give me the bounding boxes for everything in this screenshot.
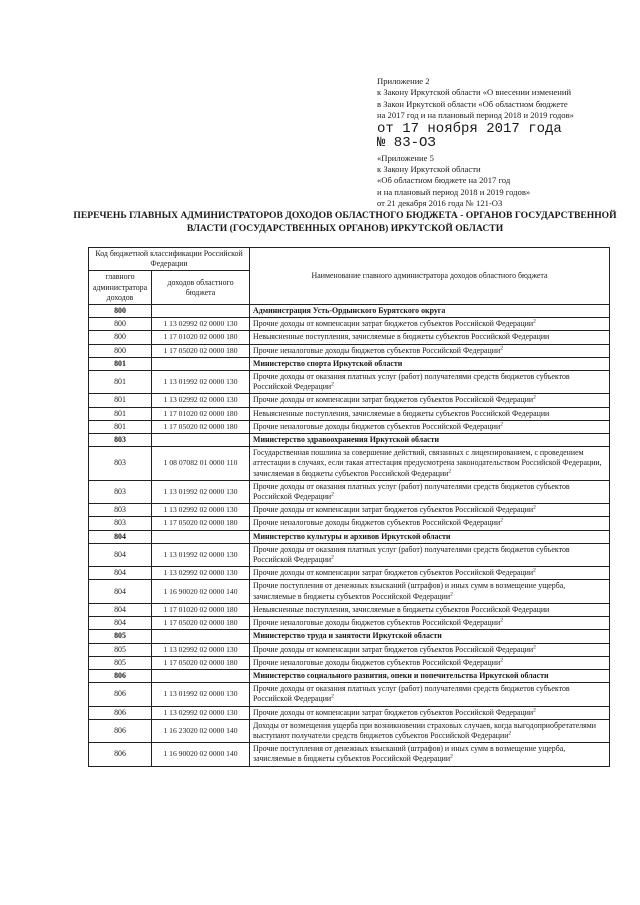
admin-column-header: главного администратора доходов xyxy=(89,271,152,305)
admin-code-cell: 806 xyxy=(89,743,152,766)
revenue-name-cell xyxy=(250,420,610,433)
table-row xyxy=(89,567,610,580)
administrator-heading-row xyxy=(89,305,610,318)
admin-code-cell: 804 xyxy=(89,603,152,616)
admin-code-cell: 806 xyxy=(89,669,152,682)
revenue-name-cell xyxy=(250,567,610,580)
revenue-name-text: Министерство спорта Иркутской области xyxy=(253,358,403,368)
table-row xyxy=(89,407,610,420)
table-row xyxy=(89,706,610,719)
table-row xyxy=(89,331,610,344)
revenue-code-cell: 1 17 05020 02 0000 180 xyxy=(152,344,250,357)
revenue-code-cell xyxy=(152,530,250,543)
admin-code-cell: 805 xyxy=(89,656,152,669)
revenue-name-text: Прочие доходы от оказания платных услуг (работ) получателями средств бюджетов субъектов Российской Федерации xyxy=(253,481,570,502)
revenue-code-cell xyxy=(152,434,250,447)
revenue-code-cell: 1 13 01992 02 0000 130 xyxy=(152,543,250,566)
footnote-mark: 2 xyxy=(500,617,503,624)
header-line: к Закону Иркутской области xyxy=(377,164,481,175)
revenue-name-cell xyxy=(250,669,610,682)
revenue-name-cell xyxy=(250,394,610,407)
revenue-code-cell: 1 13 02992 02 0000 130 xyxy=(152,567,250,580)
revenue-name-text: Прочие доходы от компенсации затрат бюджетов субъектов Российской Федерации xyxy=(253,707,534,717)
revenue-code-cell: 1 13 01992 02 0000 130 xyxy=(152,683,250,706)
revenue-name-text: Министерство культуры и архивов Иркутской области xyxy=(253,531,451,541)
administrator-heading-row xyxy=(89,530,610,543)
table-row xyxy=(89,447,610,481)
table-row xyxy=(89,371,610,394)
revenue-name-text: Прочие доходы от оказания платных услуг (работ) получателями средств бюджетов субъектов Российской Федерации xyxy=(253,544,570,565)
revenue-name-text: Невыясненные поступления, зачисляемые в бюджеты субъектов Российской Федерации xyxy=(253,332,550,342)
table-row xyxy=(89,517,610,530)
table-row xyxy=(89,318,610,331)
revenue-name-cell xyxy=(250,357,610,370)
revenue-code-cell: 1 13 01992 02 0000 130 xyxy=(152,480,250,503)
revenue-code-cell: 1 17 05020 02 0000 180 xyxy=(152,517,250,530)
revenue-code-cell: 1 13 02992 02 0000 130 xyxy=(152,643,250,656)
revenue-name-text: Прочие доходы от компенсации затрат бюджетов субъектов Российской Федерации xyxy=(253,505,534,515)
footnote-mark: 2 xyxy=(450,753,453,760)
admin-code-cell: 803 xyxy=(89,480,152,503)
administrator-heading-row xyxy=(89,434,610,447)
name-column-header: Наименование главного администратора доходов областного бюджета xyxy=(250,248,610,305)
revenue-name-cell xyxy=(250,407,610,420)
footnote-mark: 2 xyxy=(508,730,512,737)
revenue-name-cell xyxy=(250,318,610,331)
law-number: № 83-ОЗ xyxy=(377,134,436,151)
footnote-mark: 2 xyxy=(533,643,536,650)
revenue-name-cell xyxy=(250,683,610,706)
revenue-code-cell: 1 16 90020 02 0000 140 xyxy=(152,580,250,603)
revenue-name-cell xyxy=(250,630,610,643)
revenue-name-text: Министерство труда и занятости Иркутской области xyxy=(253,631,442,641)
revenue-code-cell: 1 13 02992 02 0000 130 xyxy=(152,706,250,719)
admin-code-cell: 801 xyxy=(89,357,152,370)
admin-code-cell: 800 xyxy=(89,344,152,357)
table-row xyxy=(89,394,610,407)
revenue-name-text: Прочие поступления от денежных взысканий (штрафов) и иных сумм в возмещение ущерба, зачисляемые в бюджеты субъектов Российской Федерации xyxy=(253,744,566,764)
table-row xyxy=(89,580,610,603)
administrator-heading-row xyxy=(89,357,610,370)
admin-code-cell: 803 xyxy=(89,504,152,517)
admin-code-cell: 804 xyxy=(89,543,152,566)
revenue-name-text: Прочие доходы от компенсации затрат бюджетов субъектов Российской Федерации xyxy=(253,568,534,578)
header-line: от 21 декабря 2016 года № 121-ОЗ xyxy=(377,198,503,209)
table-row xyxy=(89,504,610,517)
revenue-name-cell xyxy=(250,643,610,656)
revenue-code-cell xyxy=(152,669,250,682)
revenue-code-cell: 1 17 05020 02 0000 180 xyxy=(152,656,250,669)
header-line: «Приложение 5 xyxy=(377,152,434,163)
table-body xyxy=(89,305,610,767)
revenue-name-cell xyxy=(250,617,610,630)
revenue-name-text: Прочие поступления от денежных взысканий (штрафов) и иных сумм в возмещение ущерба, зачисляемые в бюджеты субъектов Российской Федерации xyxy=(253,581,566,601)
admin-code-cell: 806 xyxy=(89,683,152,706)
table-row xyxy=(89,617,610,630)
revenue-name-text: Невыясненные поступления, зачисляемые в бюджеты субъектов Российской Федерации xyxy=(253,408,550,418)
administrators-table xyxy=(88,247,610,767)
revenue-name-cell xyxy=(250,331,610,344)
footnote-mark: 2 xyxy=(500,517,503,524)
footnote-mark: 2 xyxy=(533,504,536,511)
revenue-name-cell xyxy=(250,603,610,616)
table-row xyxy=(89,344,610,357)
administrator-heading-row xyxy=(89,669,610,682)
admin-code-cell: 801 xyxy=(89,420,152,433)
revenue-name-cell xyxy=(250,656,610,669)
revenue-name-cell xyxy=(250,480,610,503)
revenue-name-cell xyxy=(250,504,610,517)
admin-code-cell: 803 xyxy=(89,517,152,530)
footnote-mark: 2 xyxy=(533,318,536,325)
revenue-name-cell xyxy=(250,447,610,481)
table-row xyxy=(89,480,610,503)
law-date: от 17 ноября 2017 года xyxy=(377,120,562,137)
revenue-code-cell xyxy=(152,357,250,370)
revenue-name-text: Прочие неналоговые доходы бюджетов субъектов Российской Федерации xyxy=(253,345,501,355)
revenue-name-cell xyxy=(250,580,610,603)
admin-code-cell: 801 xyxy=(89,407,152,420)
revenue-name-cell xyxy=(250,305,610,318)
revenue-code-cell: 1 16 23020 02 0000 140 xyxy=(152,719,250,742)
revenue-name-text: Министерство здравоохранения Иркутской области xyxy=(253,435,440,445)
revenue-name-text: Прочие неналоговые доходы бюджетов субъектов Российской Федерации xyxy=(253,618,501,628)
appendix-header xyxy=(377,76,627,210)
footnote-mark: 2 xyxy=(500,421,503,428)
revenue-code-cell: 1 17 01020 02 0000 180 xyxy=(152,407,250,420)
table-row xyxy=(89,656,610,669)
revenue-name-text: Прочие доходы от оказания платных услуг (работ) получателями средств бюджетов субъектов Российской Федерации xyxy=(253,372,570,392)
revenue-code-cell: 1 16 90020 02 0000 140 xyxy=(152,743,250,766)
revenue-code-cell: 1 17 01020 02 0000 180 xyxy=(152,603,250,616)
admin-code-cell: 806 xyxy=(89,719,152,742)
footnote-mark: 2 xyxy=(331,693,334,700)
header-line: к Закону Иркутской области «О внесении изменений xyxy=(377,87,572,98)
footnote-mark: 2 xyxy=(331,491,334,498)
admin-code-cell: 804 xyxy=(89,530,152,543)
revenue-name-text: Прочие неналоговые доходы бюджетов субъектов Российской Федерации xyxy=(253,518,501,528)
revenue-code-cell xyxy=(152,630,250,643)
table-row xyxy=(89,543,610,566)
revenue-name-cell xyxy=(250,371,610,394)
revenue-code-cell: 1 13 01992 02 0000 130 xyxy=(152,371,250,394)
admin-code-cell: 803 xyxy=(89,447,152,481)
revenue-name-text: Невыясненные поступления, зачисляемые в бюджеты субъектов Российской Федерации xyxy=(253,604,550,614)
footnote-mark: 2 xyxy=(331,381,334,388)
admin-code-cell: 804 xyxy=(89,567,152,580)
footnote-mark: 2 xyxy=(533,567,536,574)
footnote-mark: 2 xyxy=(533,394,536,401)
footnote-mark: 2 xyxy=(533,706,536,713)
table-row xyxy=(89,603,610,616)
revenue-name-cell xyxy=(250,743,610,766)
footnote-mark: 2 xyxy=(500,657,503,664)
admin-code-cell: 800 xyxy=(89,331,152,344)
revenue-code-cell: 1 17 05020 02 0000 180 xyxy=(152,420,250,433)
document-title: ПЕРЕЧЕНЬ ГЛАВНЫХ АДМИНИСТРАТОРОВ ДОХОДОВ ОБЛАСТНОГО БЮДЖЕТА - ОРГАНОВ ГОСУДАРСТВЕННОЙ ВЛАСТИ (ГОСУДАРСТВЕННЫХ ОРГАНОВ) ИРКУТСКОЙ ОБЛАСТИ xyxy=(73,210,617,234)
revenue-name-text: Прочие доходы от оказания платных услуг (работ) получателями средств бюджетов субъектов Российской Федерации xyxy=(253,684,570,704)
revenue-name-cell xyxy=(250,517,610,530)
revenue-name-text: Прочие доходы от компенсации затрат бюджетов субъектов Российской Федерации xyxy=(253,319,534,329)
header-line: на 2017 год и на плановый период 2018 и 2019 годов» xyxy=(377,110,574,121)
admin-code-cell: 801 xyxy=(89,371,152,394)
footnote-mark: 2 xyxy=(500,345,503,351)
table-row xyxy=(89,743,610,766)
revenue-code-cell: 1 17 01020 02 0000 180 xyxy=(152,331,250,344)
revenue-name-text: Государственная пошлина за совершение действий, связанных с лицензированием, с проведением аттестации в случаях, если такая аттестация предусмотрена законодательством Российской Федерации, зачисляемая в бюджеты субъектов Российской Федерации xyxy=(253,448,602,478)
code-column-header: доходов областного бюджета xyxy=(152,271,250,305)
admin-code-cell: 805 xyxy=(89,630,152,643)
revenue-name-cell xyxy=(250,719,610,742)
revenue-code-cell xyxy=(152,305,250,318)
revenue-name-cell xyxy=(250,344,610,357)
admin-code-cell: 804 xyxy=(89,580,152,603)
revenue-name-text: Прочие неналоговые доходы бюджетов субъектов Российской Федерации xyxy=(253,421,501,431)
revenue-name-text: Прочие доходы от компенсации затрат бюджетов субъектов Российской Федерации xyxy=(253,644,534,654)
revenue-name-text: Прочие доходы от компенсации затрат бюджетов субъектов Российской Федерации xyxy=(253,395,534,405)
revenue-name-text: Доходы от возмещения ущерба при возникновении страховых случаев, когда выгодоприобретателями выступают получатели средств бюджетов субъектов Российской Федерации xyxy=(253,720,597,740)
admin-code-cell: 800 xyxy=(89,318,152,331)
table-row xyxy=(89,719,610,742)
revenue-code-cell: 1 08 07082 01 0000 110 xyxy=(152,447,250,481)
header-line: в Закон Иркутской области «Об областном бюджете xyxy=(377,98,568,109)
revenue-name-cell xyxy=(250,543,610,566)
admin-code-cell: 806 xyxy=(89,706,152,719)
admin-code-cell: 801 xyxy=(89,394,152,407)
revenue-code-cell: 1 13 02992 02 0000 130 xyxy=(152,504,250,517)
footnote-mark: 2 xyxy=(331,554,334,561)
revenue-name-text: Прочие неналоговые доходы бюджетов субъектов Российской Федерации xyxy=(253,657,501,667)
revenue-name-text: Администрация Усть-Ордынского Бурятского округа xyxy=(253,306,446,316)
table-row xyxy=(89,643,610,656)
footnote-mark: 2 xyxy=(448,468,452,475)
header-line: и на плановый период 2018 и 2019 годов» xyxy=(377,186,531,197)
admin-code-cell: 805 xyxy=(89,643,152,656)
admin-code-cell: 800 xyxy=(89,305,152,318)
admin-code-cell: 804 xyxy=(89,617,152,630)
revenue-code-cell: 1 17 05020 02 0000 180 xyxy=(152,617,250,630)
revenue-name-cell xyxy=(250,706,610,719)
table-row xyxy=(89,683,610,706)
revenue-name-text: Министерство социального развития, опеки и попечительства Иркутской области xyxy=(253,670,549,680)
header-line: «Об областном бюджете на 2017 год xyxy=(377,175,511,186)
header-line: Приложение 2 xyxy=(377,76,430,86)
revenue-code-cell: 1 13 02992 02 0000 130 xyxy=(152,394,250,407)
admin-code-cell: 803 xyxy=(89,434,152,447)
revenue-name-cell xyxy=(250,530,610,543)
administrator-heading-row xyxy=(89,630,610,643)
revenue-name-cell xyxy=(250,434,610,447)
revenue-code-cell: 1 13 02992 02 0000 130 xyxy=(152,318,250,331)
footnote-mark: 2 xyxy=(450,591,453,598)
classification-header: Код бюджетной классификации Российской Федерации xyxy=(89,248,250,271)
table-row xyxy=(89,420,610,433)
